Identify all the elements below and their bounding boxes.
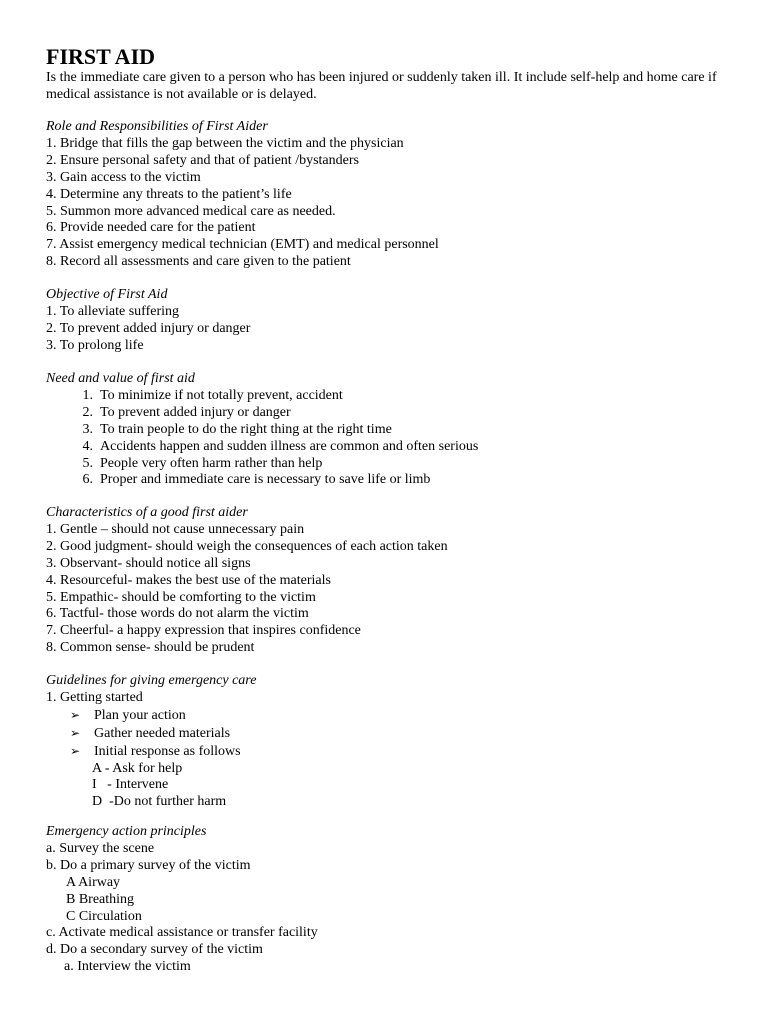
list-item: a. Survey the scene: [46, 840, 155, 856]
section-heading-principles: Emergency action principles: [46, 824, 207, 839]
sub-item: a. Interview the victim: [64, 959, 191, 975]
list-item: 2. Ensure personal safety and that of patient /bystanders: [46, 152, 359, 168]
arrow-bullet-icon: ➢: [70, 725, 81, 740]
sub-item: I - Intervene: [92, 777, 169, 793]
list-item: d. Do a secondary survey of the victim: [46, 942, 263, 958]
item-text: Proper and immediate care is necessary to save life or limb: [100, 472, 431, 488]
list-item: [46, 388, 736, 405]
list-item: [46, 439, 736, 456]
bullet-text: Plan your action: [94, 707, 186, 723]
intro-paragraph: Is the immediate care given to a person who has been injured or suddenly taken ill. It include self-help and home care if medical assistance is not available or is delayed.: [46, 70, 717, 102]
arrow-bullet-icon: ➢: [70, 743, 81, 758]
list-item: 7. Cheerful- a happy expression that inspires confidence: [46, 623, 361, 639]
list-item: 5. Empathic- should be comforting to the victim: [46, 589, 316, 605]
item-number: 5.: [82, 455, 93, 471]
sub-item: A - Ask for help: [92, 760, 183, 776]
section-guidelines: [46, 673, 736, 811]
section-heading-guidelines: Guidelines for giving emergency care: [46, 673, 257, 688]
section-characteristics: [46, 505, 736, 657]
bullet-item: [46, 743, 736, 761]
item-text: To train people to do the right thing at the right time: [100, 421, 392, 437]
list-item: c. Activate medical assistance or transfer facility: [46, 925, 318, 941]
sub-item: C Circulation: [66, 908, 142, 924]
item-text: To prevent added injury or danger: [100, 404, 291, 420]
list-item: [46, 422, 736, 439]
section-need: [46, 371, 736, 489]
list-item: 7. Assist emergency medical technician (EMT) and medical personnel: [46, 237, 439, 253]
list-item: 3. Observant- should notice all signs: [46, 555, 251, 571]
section-objective: [46, 287, 736, 355]
section-heading-characteristics: Characteristics of a good first aider: [46, 505, 248, 520]
bullet-text: Initial response as follows: [94, 743, 241, 759]
item-text: People very often harm rather than help: [100, 455, 323, 471]
section-heading-objective: Objective of First Aid: [46, 287, 168, 302]
arrow-bullet-icon: ➢: [70, 707, 81, 722]
item-number: 2.: [82, 404, 93, 420]
list-item: 2. Good judgment- should weigh the consequences of each action taken: [46, 538, 448, 554]
item-number: 4.: [82, 438, 93, 454]
item-text: Accidents happen and sudden illness are common and often serious: [100, 438, 479, 454]
section-role: [46, 119, 736, 271]
list-item: 6. Tactful- those words do not alarm the victim: [46, 606, 309, 622]
page-title: FIRST AID: [46, 44, 156, 69]
item-number: 3.: [82, 421, 93, 437]
list-item: 1. Bridge that fills the gap between the victim and the physician: [46, 135, 404, 151]
section-principles: [46, 824, 736, 976]
item-text: To minimize if not totally prevent, accident: [100, 387, 343, 403]
bullet-item: [46, 725, 736, 743]
list-item: [46, 405, 736, 422]
sub-item: B Breathing: [66, 891, 135, 907]
list-item: 1. Gentle – should not cause unnecessary pain: [46, 521, 305, 537]
item-number: 1.: [82, 387, 93, 403]
list-item: 4. Resourceful- makes the best use of the materials: [46, 572, 331, 588]
list-item: 4. Determine any threats to the patient’s life: [46, 186, 292, 202]
list-item: 6. Provide needed care for the patient: [46, 220, 256, 236]
list-item: 3. To prolong life: [46, 337, 144, 353]
list-item: 1. To alleviate suffering: [46, 303, 180, 319]
list-item: [46, 472, 736, 489]
bullet-item: [46, 707, 736, 725]
section-heading-role: Role and Responsibilities of First Aider: [46, 119, 268, 134]
sub-item: D -Do not further harm: [92, 794, 227, 810]
list-item: b. Do a primary survey of the victim: [46, 857, 251, 873]
sub-item: A Airway: [66, 874, 121, 890]
list-item: 3. Gain access to the victim: [46, 169, 201, 185]
bullet-text: Gather needed materials: [94, 725, 231, 741]
item-number: 6.: [82, 472, 93, 488]
list-item: 1. Getting started: [46, 689, 143, 705]
list-item: 8. Common sense- should be prudent: [46, 640, 255, 656]
list-item: 2. To prevent added injury or danger: [46, 320, 251, 336]
list-item: [46, 456, 736, 473]
list-item: 5. Summon more advanced medical care as needed.: [46, 203, 336, 219]
list-item: 8. Record all assessments and care given to the patient: [46, 254, 351, 270]
section-heading-need: Need and value of first aid: [46, 371, 195, 386]
